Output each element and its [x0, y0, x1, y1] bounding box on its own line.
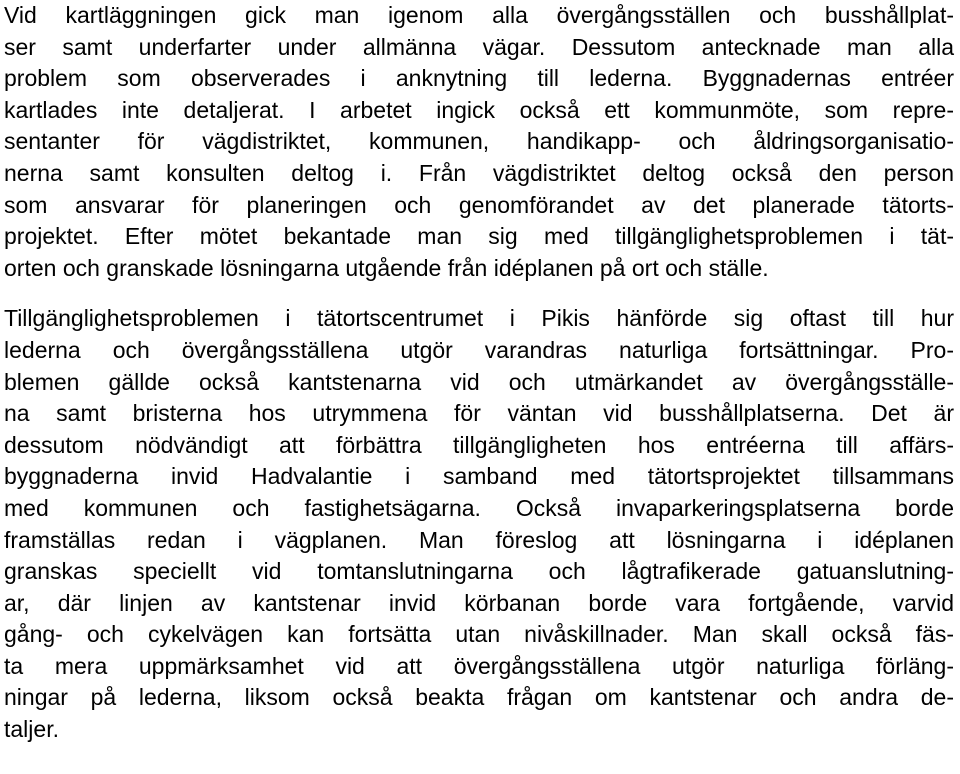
text-line: ser samt underfarter under allmänna vägar. Dessutom antecknade man alla: [4, 33, 954, 60]
text-line: ar, där linjen av kantstenar invid körbanan borde vara fortgående, varvid: [4, 589, 954, 616]
text-line: dessutom nödvändigt att förbättra tillgängligheten hos entréerna till affärs-: [4, 431, 954, 458]
text-line: som ansvarar för planeringen och genomförandet av det planerade tätorts-: [4, 191, 954, 218]
text-line: kartlades inte detaljerat. I arbetet ingick också ett kommunmöte, som repre-: [4, 96, 954, 123]
text-line: nerna samt konsulten deltog i. Från vägdistriktet deltog också den person: [4, 159, 954, 186]
text-line: ta mera uppmärksamhet vid att övergångsställena utgör naturliga förläng-: [4, 652, 954, 679]
text-line: sentanter för vägdistriktet, kommunen, handikapp- och åldringsorganisatio-: [4, 128, 954, 155]
text-line: framställas redan i vägplanen. Man föreslog att lösningarna i idéplanen: [4, 526, 954, 553]
text-line: na samt bristerna hos utrymmena för väntan vid busshållplatserna. Det är: [4, 400, 954, 427]
paragraph-accessibility-problems: [4, 303, 954, 745]
paragraph-gap: [4, 284, 954, 303]
text-line: gång- och cykelvägen kan fortsätta utan nivåskillnader. Man skall också fäs-: [4, 621, 954, 648]
text-line: ningar på lederna, liksom också beakta frågan om kantstenar och andra de-: [4, 684, 954, 711]
text-line: byggnaderna invid Hadvalantie i samband med tätortsprojektet tillsammans: [4, 463, 954, 490]
text-line: Vid kartläggningen gick man igenom alla övergångsställen och busshållplat-: [4, 2, 954, 28]
paragraph-survey: [4, 0, 954, 284]
text-line: projektet. Efter mötet bekantade man sig med tillgänglighetsproblemen i tät-: [4, 223, 954, 250]
text-line: problem som observerades i anknytning till lederna. Byggnadernas entréer: [4, 65, 954, 92]
text-line: Tillgänglighetsproblemen i tätortscentrumet i Pikis hänförde sig oftast till hur: [4, 305, 954, 332]
text-line: granskas speciellt vid tomtanslutningarna och lågtrafikerade gatuanslutning-: [4, 558, 954, 585]
text-line: med kommunen och fastighetsägarna. Också invaparkeringsplatserna borde: [4, 494, 954, 521]
text-line: lederna och övergångsställena utgör varandras naturliga fortsättningar. Pro-: [4, 336, 954, 363]
text-line: taljer.: [4, 716, 59, 743]
text-line: orten och granskade lösningarna utgående från idéplanen på ort och ställe.: [4, 254, 769, 281]
text-line: blemen gällde också kantstenarna vid och utmärkandet av övergångsställe-: [4, 368, 954, 395]
document-page: [4, 0, 954, 746]
